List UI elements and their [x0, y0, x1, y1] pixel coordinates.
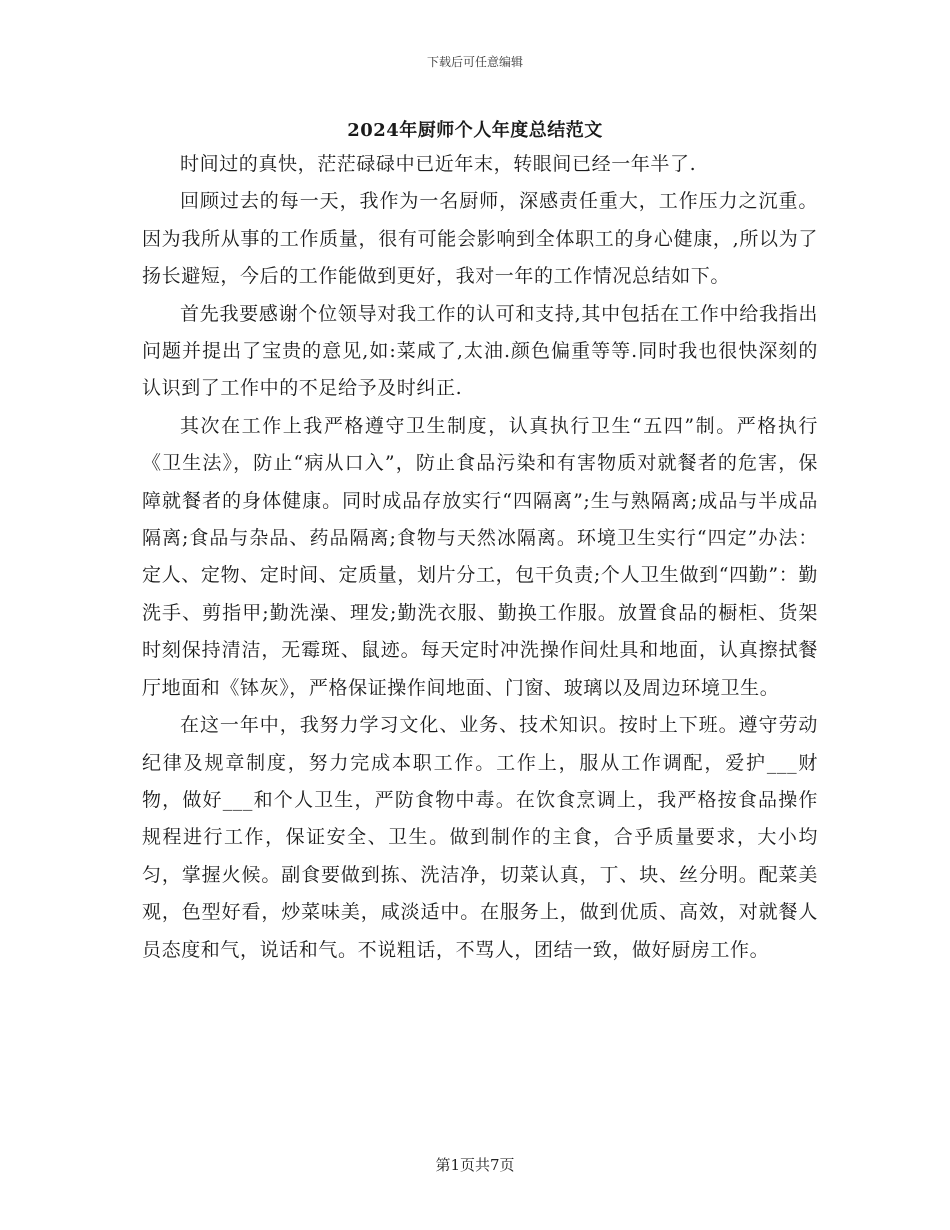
document-title: 2024年厨师个人年度总结范文	[347, 120, 603, 141]
paragraph: 在这一年中，我努力学习文化、业务、技术知识。按时上下班。遵守劳动纪律及规章制度，努力完成本职工作。工作上，服从工作调配，爱护___财物，做好___和个人卫生，严防食物中毒。在饮食烹调上，我严格按食品操作规程进行工作，保证安全、卫生。做到制作的主食，合乎质量要求，大小均匀，掌握火候。副食要做到拣、洗洁净，切菜认真，丁、块、丝分明。配菜美观，色型好看，炒菜味美，咸淡适中。在服务上，做到优质、高效，对就餐人员态度和气，说话和气。不说粗话，不骂人，团结一致，做好厨房工作。	[142, 714, 818, 961]
paragraph: 时间过的真快，茫茫碌碌中已近年末，转眼间已经一年半了.	[180, 153, 697, 175]
document-body	[142, 146, 818, 969]
paragraph: 回顾过去的每一天，我作为一名厨师，深感责任重大，工作压力之沉重。因为我所从事的工作质量，很有可能会影响到全体职工的身心健康，,所以为了扬长避短，今后的工作能做到更好，我对一年的工作情况总结如下。	[142, 190, 818, 288]
paragraph: 其次在工作上我严格遵守卫生制度，认真执行卫生“五四”制。严格执行《卫生法》，防止“病从口入”，防止食品污染和有害物质对就餐者的危害，保障就餐者的身体健康。同时成品存放实行“四隔离”;生与熟隔离;成品与半成品隔离;食品与杂品、药品隔离;食物与天然冰隔离。环境卫生实行“四定”办法：定人、定物、定时间、定质量，划片分工，包干负责;个人卫生做到“四勤”：勤洗手、剪指甲;勤洗澡、理发;勤洗衣服、勤换工作服。放置食品的橱柜、货架时刻保持清洁，无霉斑、鼠迹。每天定时冲洗操作间灶具和地面，认真擦拭餐厅地面和《钵灰》，严格保证操作间地面、门窗、玻璃以及周边环境卫生。	[142, 414, 818, 699]
page-number: 第1页共7页	[435, 1156, 515, 1174]
page-header: 下载后可任意编辑	[426, 55, 523, 69]
paragraph: 首先我要感谢个位领导对我工作的认可和支持,其中包括在工作中给我指出问题并提出了宝贵的意见,如:菜咸了,太油.颜色偏重等等.同时我也很快深刻的认识到了工作中的不足给予及时纠正.	[142, 302, 818, 400]
